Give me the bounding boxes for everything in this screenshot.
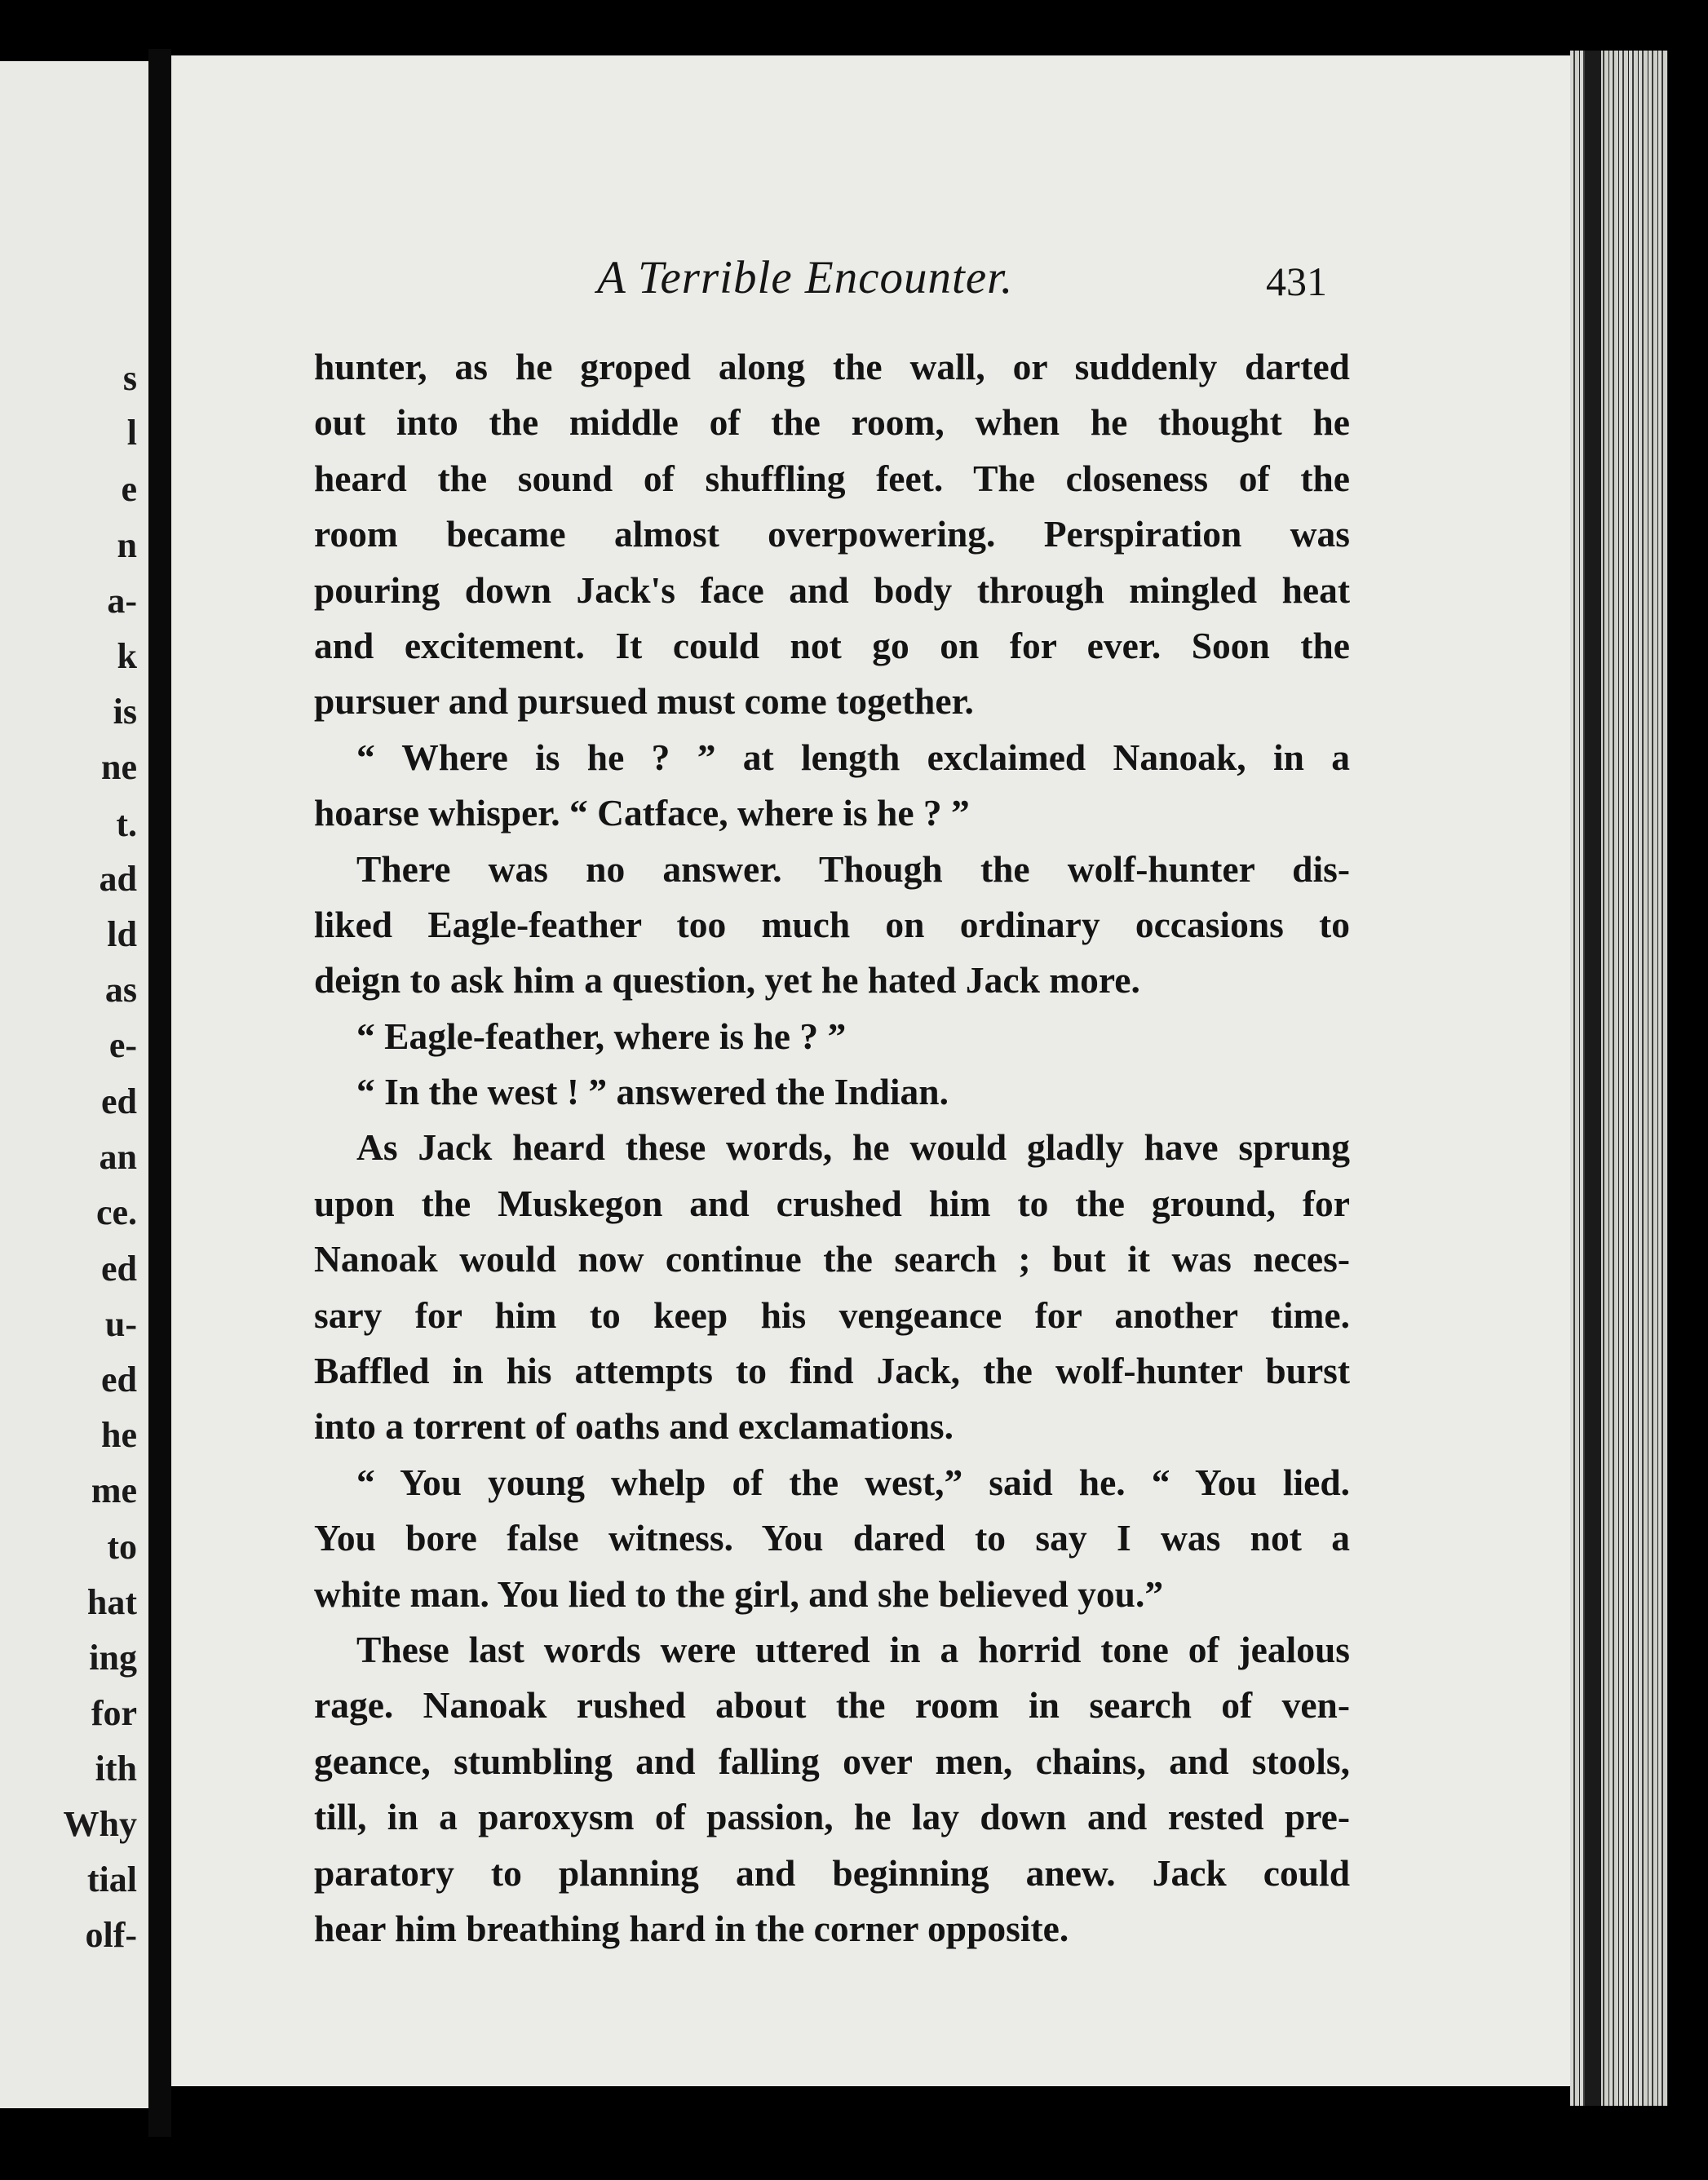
text-line: Nanoak would now continue the search ; but it was neces-: [314, 1238, 1350, 1280]
text-line: till, in a paroxysm of passion, he lay down and rested pre-: [314, 1796, 1350, 1838]
page-edges: [1570, 51, 1668, 2106]
text-line: white man. You lied to the girl, and she believed you.”: [314, 1572, 1164, 1615]
text-line: liked Eagle-feather too much on ordinary occasions to: [314, 903, 1350, 945]
text-line: These last words were uttered in a horrid tone of jealous: [356, 1628, 1350, 1670]
left-page-fragment: t.: [116, 804, 137, 844]
left-page-fragment: l: [126, 413, 137, 453]
left-page-fragment: e-: [108, 1025, 137, 1065]
left-page-fragment: tial: [86, 1859, 137, 1899]
left-page-fragment: u-: [104, 1304, 137, 1344]
text-line: Baffled in his attempts to find Jack, the wolf-hunter burst: [314, 1350, 1350, 1392]
page-number: 431: [1266, 259, 1327, 304]
text-line: geance, stumbling and falling over men, chains, and stools,: [314, 1740, 1350, 1782]
left-page-fragment: ed: [101, 1360, 137, 1400]
text-line: pouring down Jack's face and body through mingled heat: [314, 568, 1350, 611]
text-line: deign to ask him a question, yet he hated Jack more.: [314, 959, 1140, 1002]
text-line: out into the middle of the room, when he thought he: [314, 401, 1350, 444]
left-page-fragment: olf-: [85, 1915, 137, 1955]
text-line: heard the sound of shuffling feet. The closeness of the: [314, 457, 1350, 499]
book-gutter: [148, 49, 171, 2137]
text-line: “ In the west ! ” answered the Indian.: [356, 1071, 949, 1113]
left-facing-page: [0, 61, 148, 2108]
left-page-fragment: ing: [89, 1638, 137, 1678]
text-line: As Jack heard these words, he would gladly have sprung: [356, 1126, 1350, 1169]
running-title: A Terrible Encounter.: [597, 252, 1014, 303]
text-line: sary for him to keep his vengeance for another time.: [314, 1293, 1350, 1336]
left-page-fragment: Why: [63, 1804, 137, 1844]
text-line: rage. Nanoak rushed about the room in search of ven-: [314, 1684, 1350, 1727]
text-line: and excitement. It could not go on for ever. Soon the: [314, 624, 1350, 666]
text-line: pursuer and pursued must come together.: [314, 680, 974, 723]
page-edge-shadow: [1585, 51, 1601, 2106]
book-page: [171, 55, 1576, 2086]
left-page-fragment: a-: [107, 581, 137, 621]
text-line: hoarse whisper. “ Catface, where is he ? ”: [314, 792, 970, 834]
body-text: [314, 339, 1350, 1957]
left-page-fragment: ce.: [95, 1192, 137, 1232]
text-line: into a torrent of oaths and exclamations.: [314, 1405, 954, 1448]
left-page-fragment: for: [91, 1693, 137, 1733]
left-page-fragment: e: [121, 469, 137, 509]
text-line: room became almost overpowering. Perspiration was: [314, 513, 1350, 555]
running-head: [171, 251, 1576, 316]
text-line: “ Eagle-feather, where is he ? ”: [356, 1015, 847, 1057]
text-line: hear him breathing hard in the corner opposite.: [314, 1907, 1069, 1949]
text-line: You bore false witness. You dared to say I was not a: [314, 1517, 1350, 1559]
left-page-fragment: ad: [99, 859, 137, 899]
left-page-fragment: me: [91, 1470, 137, 1510]
left-page-fragment: n: [117, 525, 137, 565]
left-page-fragment: ed: [101, 1081, 137, 1121]
left-page-fragment: he: [101, 1415, 137, 1455]
text-line: “ You young whelp of the west,” said he. “ You lied.: [356, 1461, 1350, 1503]
text-line: “ Where is he ? ” at length exclaimed Nanoak, in a: [356, 736, 1350, 778]
left-page-fragment: ne: [101, 747, 137, 787]
left-page-fragment: is: [113, 692, 137, 732]
text-line: paratory to planning and beginning anew. Jack could: [314, 1851, 1350, 1894]
text-line: hunter, as he groped along the wall, or suddenly darted: [314, 346, 1350, 387]
text-line: upon the Muskegon and crushed him to the ground, for: [314, 1182, 1350, 1224]
left-page-fragment: s: [122, 358, 137, 398]
left-page-fragment: ld: [107, 914, 137, 954]
left-page-fragment: hat: [86, 1582, 137, 1622]
left-page-fragment: an: [99, 1137, 137, 1177]
left-page-fragment: ith: [95, 1749, 137, 1789]
text-line: There was no answer. Though the wolf-hunter dis-: [356, 847, 1350, 890]
left-page-fragment: as: [104, 970, 137, 1010]
left-page-fragment: k: [117, 636, 137, 676]
left-page-fragment: to: [107, 1527, 137, 1567]
left-page-fragment: ed: [101, 1249, 137, 1289]
